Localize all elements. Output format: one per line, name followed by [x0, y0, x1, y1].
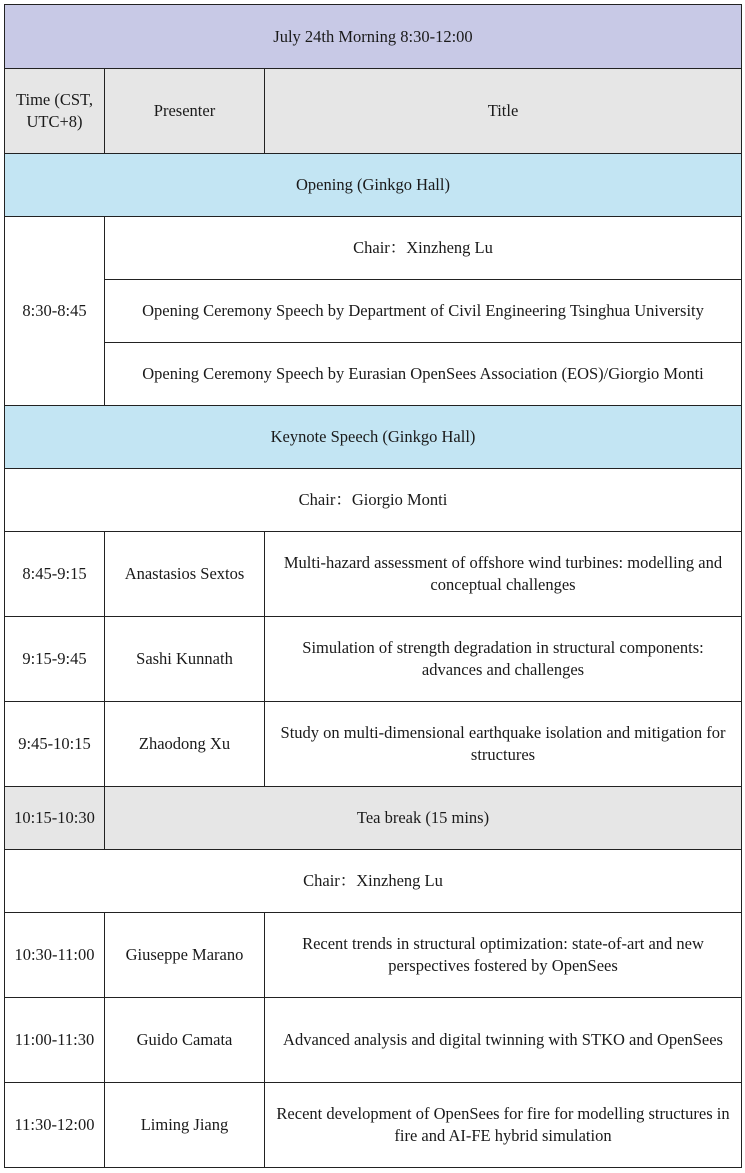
- column-header-row: [5, 69, 742, 154]
- talk-row: [5, 1083, 742, 1168]
- talk-time: 10:30-11:00: [5, 913, 105, 998]
- keynote-section-title: Keynote Speech (Ginkgo Hall): [5, 406, 742, 469]
- talk-time: 11:00-11:30: [5, 998, 105, 1083]
- talk-presenter: Anastasios Sextos: [105, 532, 265, 617]
- opening-time: 8:30-8:45: [5, 217, 105, 406]
- talk-presenter: Liming Jiang: [105, 1083, 265, 1168]
- talk-time: 8:45-9:15: [5, 532, 105, 617]
- time-column-header: Time (CST, UTC+8): [5, 69, 105, 154]
- keynote-chair-1: Chair：Giorgio Monti: [5, 469, 742, 532]
- tea-break-time: 10:15-10:30: [5, 787, 105, 850]
- opening-section-title: Opening (Ginkgo Hall): [5, 154, 742, 217]
- talk-time: 11:30-12:00: [5, 1083, 105, 1168]
- opening-speech-2: Opening Ceremony Speech by Eurasian OpenSees Association (EOS)/Giorgio Monti: [105, 343, 742, 406]
- talk-row: [5, 532, 742, 617]
- day-header-row: [5, 5, 742, 69]
- schedule-table: [4, 4, 742, 1168]
- talk-title: Simulation of strength degradation in structural components: advances and challenges: [265, 617, 742, 702]
- talk-presenter: Guido Camata: [105, 998, 265, 1083]
- talk-presenter: Sashi Kunnath: [105, 617, 265, 702]
- keynote-section-row: [5, 406, 742, 469]
- talk-row: [5, 617, 742, 702]
- tea-break-label: Tea break (15 mins): [105, 787, 742, 850]
- talk-presenter: Giuseppe Marano: [105, 913, 265, 998]
- talk-title: Recent trends in structural optimization: state-of-art and new perspectives fostered by OpenSees: [265, 913, 742, 998]
- opening-speech-row: [5, 343, 742, 406]
- keynote-chair-row: [5, 469, 742, 532]
- opening-section-row: [5, 154, 742, 217]
- opening-speech-1: Opening Ceremony Speech by Department of Civil Engineering Tsinghua University: [105, 280, 742, 343]
- keynote-chair-2: Chair：Xinzheng Lu: [5, 850, 742, 913]
- day-title: July 24th Morning 8:30-12:00: [5, 5, 742, 69]
- talk-row: [5, 702, 742, 787]
- keynote-chair-row: [5, 850, 742, 913]
- talk-title: Multi-hazard assessment of offshore wind turbines: modelling and conceptual challenges: [265, 532, 742, 617]
- talk-title: Study on multi-dimensional earthquake isolation and mitigation for structures: [265, 702, 742, 787]
- talk-title: Recent development of OpenSees for fire for modelling structures in fire and AI-FE hybrid simulation: [265, 1083, 742, 1168]
- talk-title: Advanced analysis and digital twinning with STKO and OpenSees: [265, 998, 742, 1083]
- tea-break-row: [5, 787, 742, 850]
- talk-row: [5, 998, 742, 1083]
- talk-row: [5, 913, 742, 998]
- talk-presenter: Zhaodong Xu: [105, 702, 265, 787]
- talk-time: 9:45-10:15: [5, 702, 105, 787]
- opening-chair-row: [5, 217, 742, 280]
- opening-chair: Chair：Xinzheng Lu: [105, 217, 742, 280]
- title-column-header: Title: [265, 69, 742, 154]
- talk-time: 9:15-9:45: [5, 617, 105, 702]
- opening-speech-row: [5, 280, 742, 343]
- presenter-column-header: Presenter: [105, 69, 265, 154]
